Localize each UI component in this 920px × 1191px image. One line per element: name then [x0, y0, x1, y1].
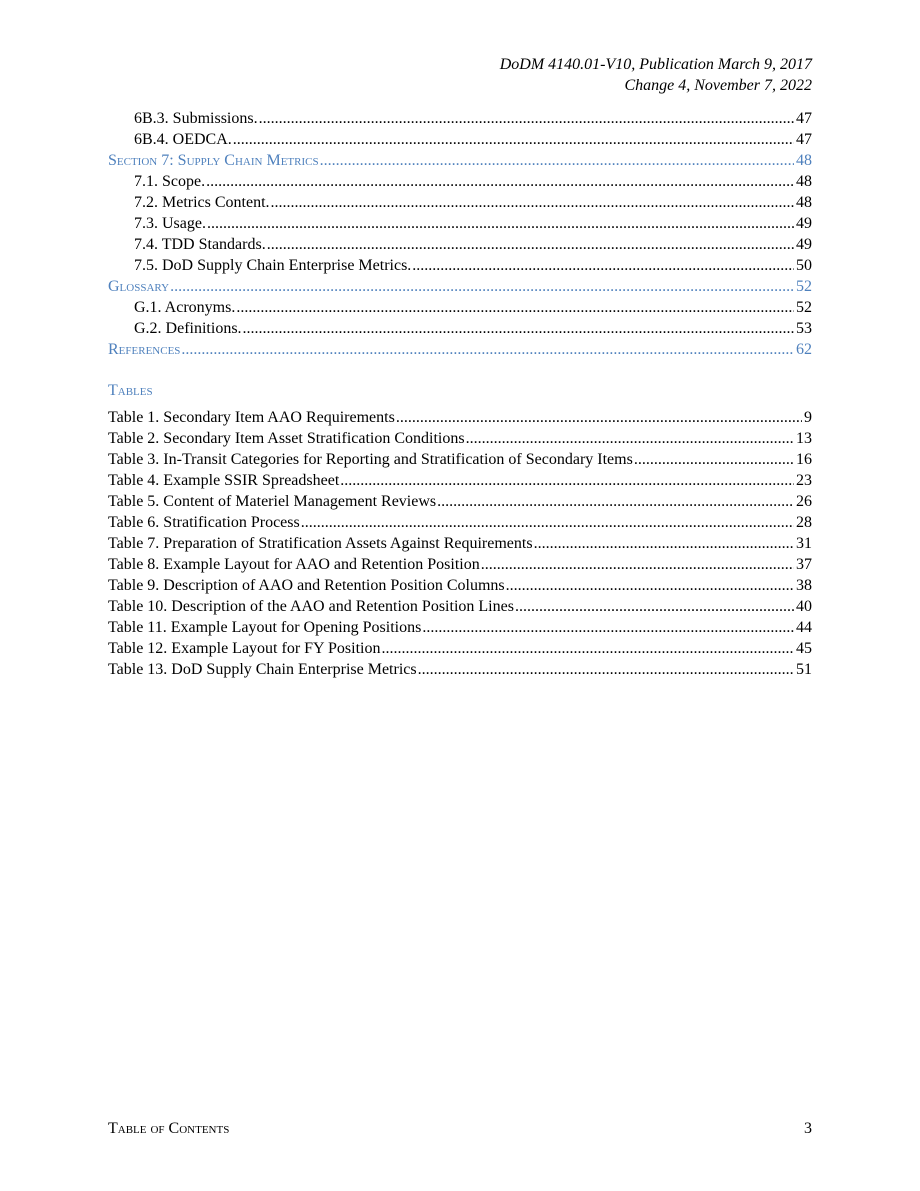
dot-leader [301, 512, 794, 533]
dot-leader [396, 407, 802, 428]
toc-entry-6b4[interactable] [108, 129, 812, 150]
toc-entry-label: Table 2. Secondary Item Asset Stratification Conditions [108, 430, 465, 447]
dot-leader [271, 192, 794, 213]
toc-references-link[interactable] [108, 339, 812, 360]
toc-entry-page: 45 [796, 640, 812, 657]
dot-leader [418, 659, 794, 680]
toc-entry-7-3[interactable] [108, 213, 812, 234]
dot-leader [243, 318, 794, 339]
dot-leader [412, 255, 794, 276]
toc-entry-label: Table 11. Example Layout for Opening Positions [108, 619, 422, 636]
toc-entry-page: 44 [796, 619, 812, 636]
dot-leader [320, 150, 794, 171]
dot-leader [207, 213, 794, 234]
toc-entry-label: Section 7: Supply Chain Metrics [108, 152, 319, 169]
dot-leader [259, 108, 794, 129]
toc-entry-page: 26 [796, 493, 812, 510]
toc-entry-page: 13 [796, 430, 812, 447]
toc-section-7-link[interactable] [108, 150, 812, 171]
toc-entry-page: 48 [796, 152, 812, 169]
dot-leader [634, 449, 794, 470]
toc-entry-page: 31 [796, 535, 812, 552]
toc-entry-label: Table 9. Description of AAO and Retention Position Columns [108, 577, 505, 594]
toc-table-13[interactable] [108, 659, 812, 680]
toc-table-5[interactable] [108, 491, 812, 512]
toc-table-10[interactable] [108, 596, 812, 617]
toc-table-4[interactable] [108, 470, 812, 491]
dot-leader [466, 428, 794, 449]
toc-table-1[interactable] [108, 407, 812, 428]
toc-entry-page: 9 [804, 409, 812, 426]
dot-leader [340, 470, 794, 491]
dot-leader [437, 491, 794, 512]
toc-table-7[interactable] [108, 533, 812, 554]
toc-entry-7-1[interactable] [108, 171, 812, 192]
header-publication: DoDM 4140.01-V10, Publication March 9, 2017 [499, 56, 812, 73]
dot-leader [381, 638, 794, 659]
toc-table-11[interactable] [108, 617, 812, 638]
toc-entry-page: 38 [796, 577, 812, 594]
header-change: Change 4, November 7, 2022 [624, 77, 812, 94]
toc-table-8[interactable] [108, 554, 812, 575]
toc-entry-page: 40 [796, 598, 812, 615]
dot-leader [506, 575, 794, 596]
toc-entry-page: 50 [796, 257, 812, 274]
dot-leader [233, 129, 794, 150]
toc-entry-label: Table 4. Example SSIR Spreadsheet [108, 472, 340, 489]
toc-entry-page: 49 [796, 236, 812, 253]
toc-table-2[interactable] [108, 428, 812, 449]
running-header [500, 54, 812, 96]
toc-entry-page: 51 [796, 661, 812, 678]
toc-entry-page: 52 [796, 299, 812, 316]
toc-entry-label: 6B.3. Submissions. [134, 110, 258, 127]
toc-table-9[interactable] [108, 575, 812, 596]
toc-entry-label: Table 3. In-Transit Categories for Reporting and Stratification of Secondary Items [108, 451, 633, 468]
dot-leader [422, 617, 794, 638]
toc-entry-label: References [108, 341, 181, 358]
dot-leader [236, 297, 794, 318]
toc-table-3[interactable] [108, 449, 812, 470]
toc-entry-7-5[interactable] [108, 255, 812, 276]
toc-entry-label: Table 7. Preparation of Stratification Assets Against Requirements [108, 535, 533, 552]
toc-entry-g1[interactable] [108, 297, 812, 318]
page-number: 3 [804, 1120, 812, 1137]
toc-entry-7-2[interactable] [108, 192, 812, 213]
toc-entry-page: 48 [796, 194, 812, 211]
toc-entry-label: 7.3. Usage. [134, 215, 206, 232]
toc-entry-page: 62 [796, 341, 812, 358]
toc-entry-6b3[interactable] [108, 108, 812, 129]
toc-table-12[interactable] [108, 638, 812, 659]
toc-entry-label: Table 12. Example Layout for FY Position [108, 640, 381, 657]
toc-entry-label: Table 1. Secondary Item AAO Requirements [108, 409, 395, 426]
dot-leader [481, 554, 794, 575]
table-of-contents [108, 108, 812, 680]
tables-heading: Tables [108, 382, 153, 399]
toc-entry-page: 53 [796, 320, 812, 337]
toc-entry-page: 47 [796, 110, 812, 127]
toc-entry-label: 7.4. TDD Standards. [134, 236, 266, 253]
toc-entry-page: 37 [796, 556, 812, 573]
toc-entry-page: 28 [796, 514, 812, 531]
toc-entry-page: 49 [796, 215, 812, 232]
toc-glossary-link[interactable] [108, 276, 812, 297]
toc-entry-label: Table 8. Example Layout for AAO and Retention Position [108, 556, 480, 573]
toc-entry-g2[interactable] [108, 318, 812, 339]
toc-entry-label: 7.2. Metrics Content. [134, 194, 270, 211]
toc-entry-label: 6B.4. OEDCA. [134, 131, 232, 148]
toc-entry-label: Table 10. Description of the AAO and Retention Position Lines [108, 598, 514, 615]
dot-leader [206, 171, 794, 192]
dot-leader [515, 596, 794, 617]
toc-table-6[interactable] [108, 512, 812, 533]
toc-entry-label: 7.1. Scope. [134, 173, 206, 190]
toc-entry-label: Table 6. Stratification Process [108, 514, 300, 531]
toc-entry-page: 23 [796, 472, 812, 489]
toc-entry-label: G.2. Definitions. [134, 320, 242, 337]
dot-leader [170, 276, 794, 297]
dot-leader [181, 339, 794, 360]
toc-entry-label: G.1. Acronyms. [134, 299, 236, 316]
toc-entry-page: 16 [796, 451, 812, 468]
dot-leader [267, 234, 794, 255]
footer-title: Table of Contents [108, 1120, 230, 1137]
toc-entry-page: 52 [796, 278, 812, 295]
toc-entry-label: Table 5. Content of Materiel Management Reviews [108, 493, 437, 510]
toc-entry-label: Glossary [108, 278, 170, 295]
dot-leader [534, 533, 794, 554]
toc-entry-page: 48 [796, 173, 812, 190]
toc-entry-page: 47 [796, 131, 812, 148]
toc-entry-label: 7.5. DoD Supply Chain Enterprise Metrics. [134, 257, 412, 274]
toc-entry-7-4[interactable] [108, 234, 812, 255]
running-footer [108, 1118, 812, 1139]
toc-entry-label: Table 13. DoD Supply Chain Enterprise Metrics [108, 661, 417, 678]
